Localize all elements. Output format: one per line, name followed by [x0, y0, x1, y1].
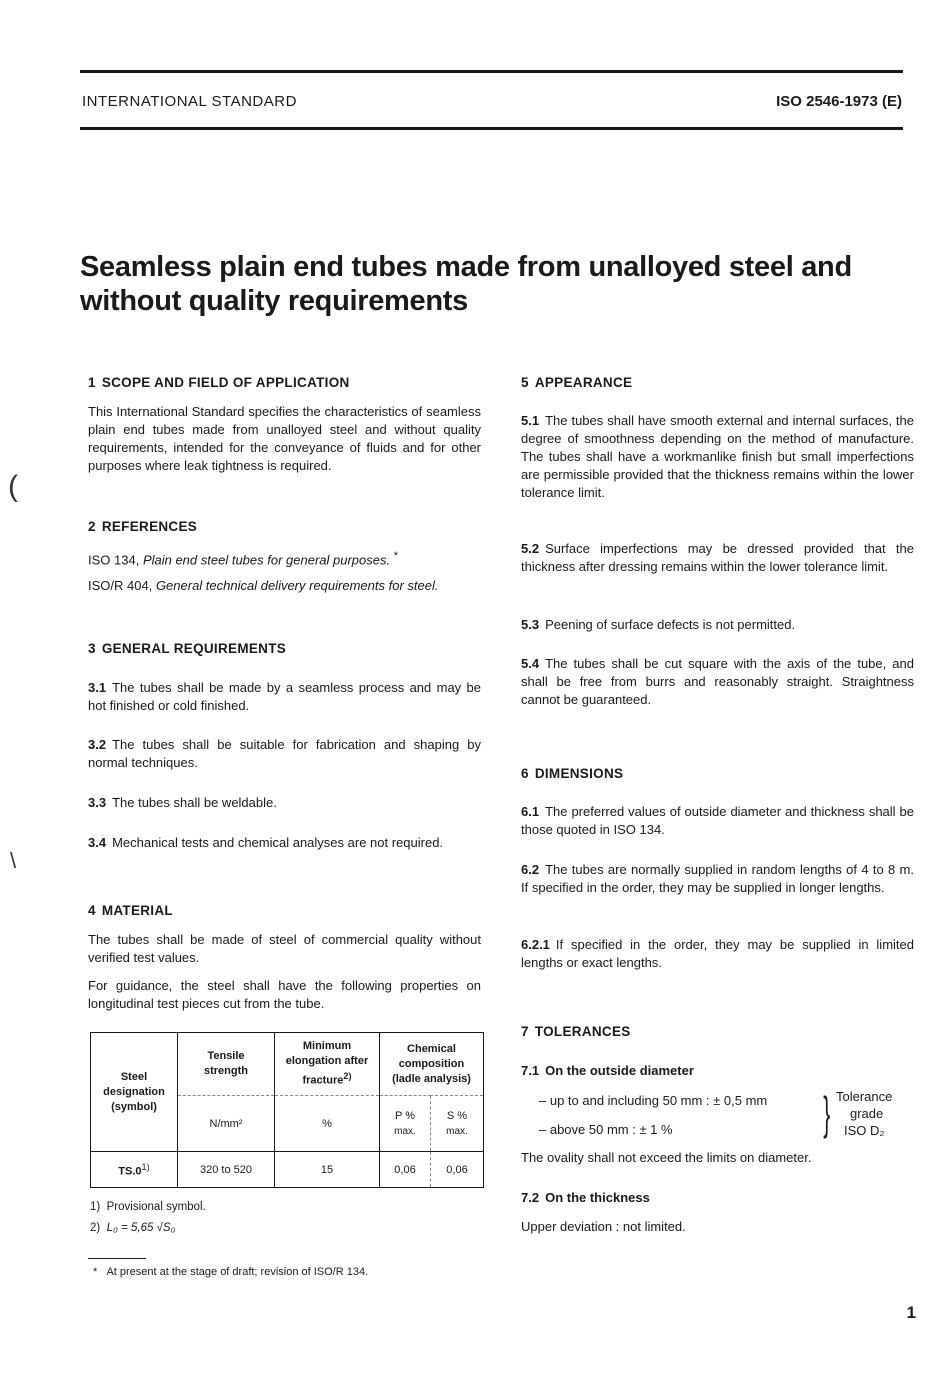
tolerance-line-1: – up to and including 50 mm : ± 0,5 mm — [539, 1093, 768, 1108]
cell-steel-symbol: TS.0$^{1)}$ — [91, 1152, 178, 1188]
section-4-heading: 4 MATERIAL — [88, 903, 173, 918]
section-1-text: This International Standard specifies the characteristics of seamless plain end tubes made from unalloyed steel and without quality requirements, intended for the conveyance of fluids and for other purposes where leak tightness is required. — [88, 404, 481, 473]
clause-3-4: 3.4 Mechanical tests and chemical analyses are not required. — [88, 835, 444, 850]
section-4-paragraph-1: The tubes shall be made of steel of commercial quality without verified test values. — [88, 932, 481, 965]
header-minimum-elongation: Minimum elongation after fracture$^{2)}$ — [275, 1033, 380, 1096]
cell-tensile-value: 320 to 520 — [178, 1152, 275, 1188]
footnote-rule — [88, 1258, 146, 1259]
unit-phosphorus: P % max. — [380, 1096, 431, 1152]
unit-tensile: N/mm² — [178, 1096, 275, 1152]
clause-3-2: 3.2 The tubes shall be suitable for fabrication and shaping by normal techniques. — [88, 737, 481, 770]
header-rule-bottom — [80, 127, 903, 130]
margin-mark-top: ( — [8, 470, 18, 503]
clause-7-1-heading: 7.1 On the outside diameter — [521, 1063, 694, 1078]
table-note-2: 2) L₀ = 5,65 √S₀ — [90, 1222, 176, 1234]
page-title — [80, 250, 920, 318]
header-steel-designation: Steel designation (symbol) — [91, 1033, 178, 1152]
properties-table — [90, 1032, 484, 1188]
page-number: 1 — [906, 1303, 916, 1322]
header-tensile-strength: Tensile strength — [178, 1033, 275, 1096]
unit-elongation: % — [275, 1096, 380, 1152]
footnote: * At present at the stage of draft; revision of ISO/R 134. — [93, 1266, 369, 1278]
clause-5-2: 5.2 Surface imperfections may be dressed provided that the thickness after dressing remains within the lower tolerance limit. — [521, 541, 914, 574]
clause-6-2: 6.2 The tubes are normally supplied in random lengths of 4 to 8 m. If specified in the order, they may be supplied in longer lengths. — [521, 862, 914, 895]
clause-5-3: 5.3 Peening of surface defects is not permitted. — [521, 617, 796, 632]
header-standard-label: INTERNATIONAL STANDARD — [82, 93, 297, 110]
section-2-heading: 2 REFERENCES — [88, 519, 198, 534]
cell-elongation-value: 15 — [275, 1152, 380, 1188]
clause-7-2-heading: 7.2 On the thickness — [521, 1190, 650, 1205]
ovality-text: The ovality shall not exceed the limits on diameter. — [521, 1150, 812, 1165]
cell-sulphur-value: 0,06 — [431, 1152, 484, 1188]
clause-6-1: 6.1 The preferred values of outside diameter and thickness shall be those quoted in ISO 134. — [521, 804, 914, 837]
tolerance-grade-label: Tolerance grade ISO D₂ — [836, 1089, 893, 1138]
section-4-paragraph-2: For guidance, the steel shall have the following properties on longitudinal test pieces cut from the tube. — [88, 978, 481, 1011]
reference-iso-134: ISO 134, Plain end steel tubes for general purposes. * — [88, 550, 398, 568]
table-note-1: 1) Provisional symbol. — [90, 1201, 206, 1213]
upper-deviation-text: Upper deviation : not limited. — [521, 1219, 686, 1234]
section-5-heading: 5 APPEARANCE — [521, 375, 633, 390]
section-6-heading: 6 DIMENSIONS — [521, 766, 624, 781]
section-7-heading: 7 TOLERANCES — [521, 1024, 631, 1039]
clause-5-1: 5.1 The tubes shall have smooth external and internal surfaces, the degree of smoothness depending on the method of manufacture. The tubes shall have a workmanlike finish but small imperfections are permissible provided that the thickness remains within the lower tolerance limit. — [521, 413, 914, 500]
title-line-1: Seamless plain end tubes made from unalloyed steel and — [80, 251, 852, 283]
table-header-row — [91, 1033, 484, 1096]
unit-sulphur: S % max. — [431, 1096, 484, 1152]
section-3-heading: 3 GENERAL REQUIREMENTS — [88, 641, 287, 656]
reference-iso-r-404: ISO/R 404, General technical delivery requirements for steel. — [88, 578, 439, 593]
section-1-heading: 1 SCOPE AND FIELD OF APPLICATION — [88, 375, 350, 390]
clause-3-1: 3.1 The tubes shall be made by a seamless process and may be hot finished or cold finished. — [88, 680, 481, 713]
tolerance-line-2: – above 50 mm : ± 1 % — [539, 1122, 673, 1137]
margin-mark-bottom: \ — [10, 848, 17, 873]
tolerance-brace: } — [823, 1087, 831, 1139]
clause-6-2-1: 6.2.1 If specified in the order, they may be supplied in limited lengths or exact lengths. — [521, 937, 914, 970]
header-chemical-composition: Chemical composition (ladle analysis) — [380, 1033, 484, 1096]
clause-3-3: 3.3 The tubes shall be weldable. — [88, 795, 277, 810]
header-rule-top — [80, 70, 903, 73]
title-line-2: without quality requirements — [80, 285, 468, 317]
table-row — [91, 1152, 484, 1188]
header-document-id: ISO 2546-1973 (E) — [776, 93, 902, 110]
cell-phosphorus-value: 0,06 — [380, 1152, 431, 1188]
clause-5-4: 5.4 The tubes shall be cut square with the axis of the tube, and shall be free from burrs and reasonably straight. Straightness cannot be guaranteed. — [521, 656, 914, 707]
